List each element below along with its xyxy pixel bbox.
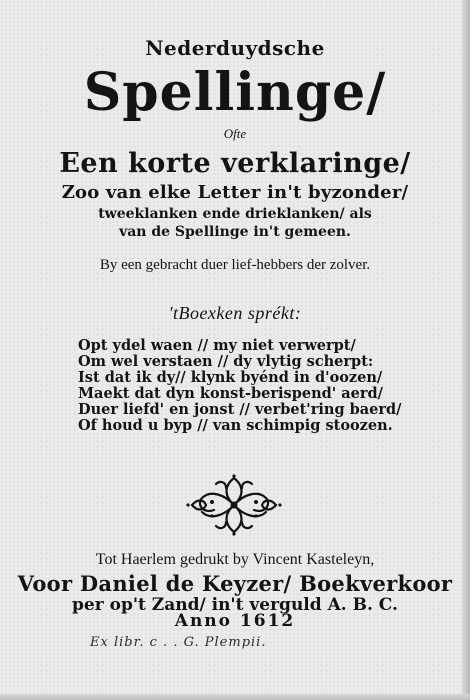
title-line-korte-verklaringe: Een korte verklaringe/ <box>59 148 411 179</box>
verse-line: Opt ydel waen // my niet verwerpt/ <box>78 337 356 354</box>
subtitle-line-klanken: tweeklanken ende drieklanken/ als <box>98 206 372 222</box>
imprint-publisher: Voor Daniel de Keyzer/ Boekverkoor <box>17 571 453 596</box>
verse-block <box>78 337 402 434</box>
compiler-credit: By een gebracht duer lief-hebbers der zolver. <box>99 257 371 273</box>
title-line-nederduydsche: Nederduydsche <box>145 36 325 60</box>
verse-line: Ist dat ik dy// klynk byénd in d'oozen/ <box>78 369 383 386</box>
imprint-printer: Tot Haerlem gedrukt by Vincent Kasteleyn, <box>95 551 375 568</box>
verse-line: Duer liefd' en jonst // verbet'ring baerd/ <box>78 401 402 418</box>
verse-line: Maekt dat dyn konst-berispend' aerd/ <box>78 385 383 402</box>
handwritten-ownership-note: Ex libr. c . . G. Plempii. <box>90 635 267 650</box>
imprint-address: per op't Zand/ in't verguld A. B. C. <box>72 595 398 615</box>
title-line-spellinge: Spellinge/ <box>83 62 387 123</box>
subtitle-line-letters: Zoo van elke Letter in't byzonder/ <box>61 182 409 203</box>
verse-line: Om wel verstaen // dy vlytig scherpt: <box>78 353 374 370</box>
title-line-ofte: Ofte <box>223 126 247 141</box>
verse-heading: 'tBoexken sprékt: <box>168 303 302 323</box>
fleuron-ornament-icon <box>184 472 284 538</box>
imprint-year: Anno 1612 <box>174 611 296 631</box>
verse-line: Of houd u byp // van schimpig stoozen. <box>78 417 393 434</box>
scan-edge-bottom <box>0 694 470 700</box>
subtitle-line-gemeen: van de Spellinge in't gemeen. <box>119 224 351 240</box>
